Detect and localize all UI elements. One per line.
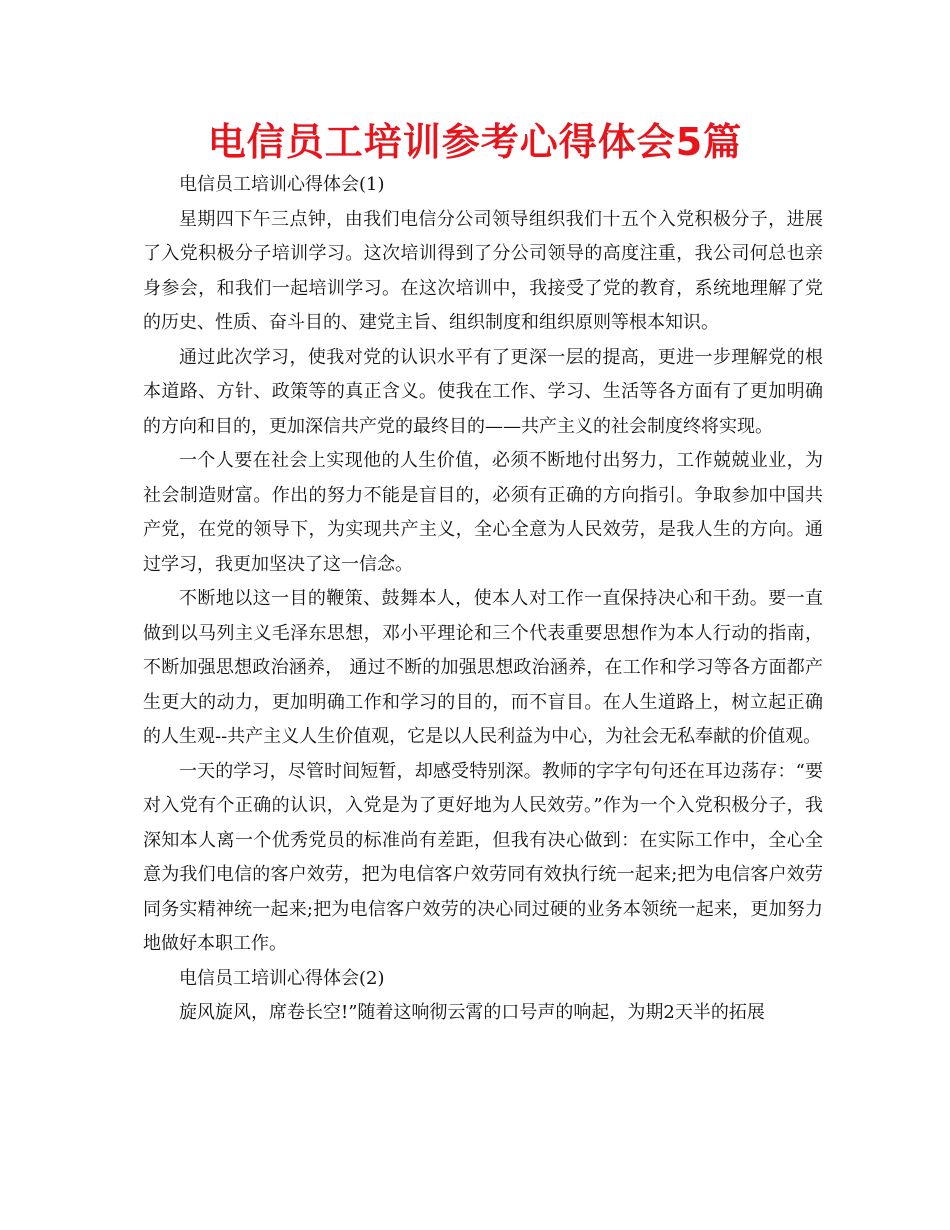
paragraph-6: 旋风旋风，席卷长空!”随着这响彻云霄的口号声的响起，为期2天半的拓展 <box>179 1002 765 1023</box>
paragraph-5: 一天的学习，尽管时间短暂，却感受特别深。教师的字字句句还在耳边荡存：“要对入党有个正确的认识，入党是为了更好地为人民效劳。”作为一个入党积极分子，我深知本人离一个优秀党员的标准尚有差距，但我有决心做到：在实际工作中，全心全意为我们电信的客户效劳，把为电信客户效劳同有效执行统一起来;把为电信客户效劳同务实精神统一起来;把为电信客户效劳的决心同过硬的业务本领统一起来，更加努力地做好本职工作。 <box>143 760 823 954</box>
section-heading-1: 电信员工培训心得体会(1) <box>179 174 385 195</box>
paragraph-1: 星期四下午三点钟，由我们电信分公司领导组织我们十五个入党积极分子，进展了入党积极分子培训学习。这次培训得到了分公司领导的高度注重，我公司何总也亲身参会，和我们一起培训学习。在这次培训中，我接受了党的教育，系统地理解了党的历史、性质、奋斗目的、建党主旨、组织制度和组织原则等根本知识。 <box>143 208 823 333</box>
paragraph-4: 不断地以这一目的鞭策、鼓舞本人，使本人对工作一直保持决心和干劲。要一直做到以马列主义毛泽东思想，邓小平理论和三个代表重要思想作为本人行动的指南，不断加强思想政治涵养， 通过不断的加强思想政治涵养，在工作和学习等各方面都产生更大的动力，更加明确工作和学习的目的，而不盲目。在人生道路上，树立起正确的人生观--共产主义人生价值观，它是以人民利益为中心，为社会无私奉献的价值观。 <box>143 588 823 747</box>
paragraph-3: 一个人要在社会上实现他的人生价值，必须不断地付出努力，工作兢兢业业，为社会制造财富。作出的努力不能是盲目的，必须有正确的方向指引。争取参加中国共产党，在党的领导下，为实现共产主义，全心全意为人民效劳，是我人生的方向。通过学习，我更加坚决了这一信念。 <box>143 450 823 575</box>
document-body <box>143 168 823 1031</box>
section-heading-2: 电信员工培训心得体会(2) <box>179 967 385 989</box>
document-title: 电信员工培训参考心得体会5篇 <box>207 120 743 164</box>
paragraph-2: 通过此次学习，使我对党的认识水平有了更深一层的提高，更进一步理解党的根本道路、方针、政策等的真正含义。使我在工作、学习、生活等各方面有了更加明确的方向和目的，更加深信共产党的最终目的——共产主义的社会制度终将实现。 <box>143 346 823 437</box>
